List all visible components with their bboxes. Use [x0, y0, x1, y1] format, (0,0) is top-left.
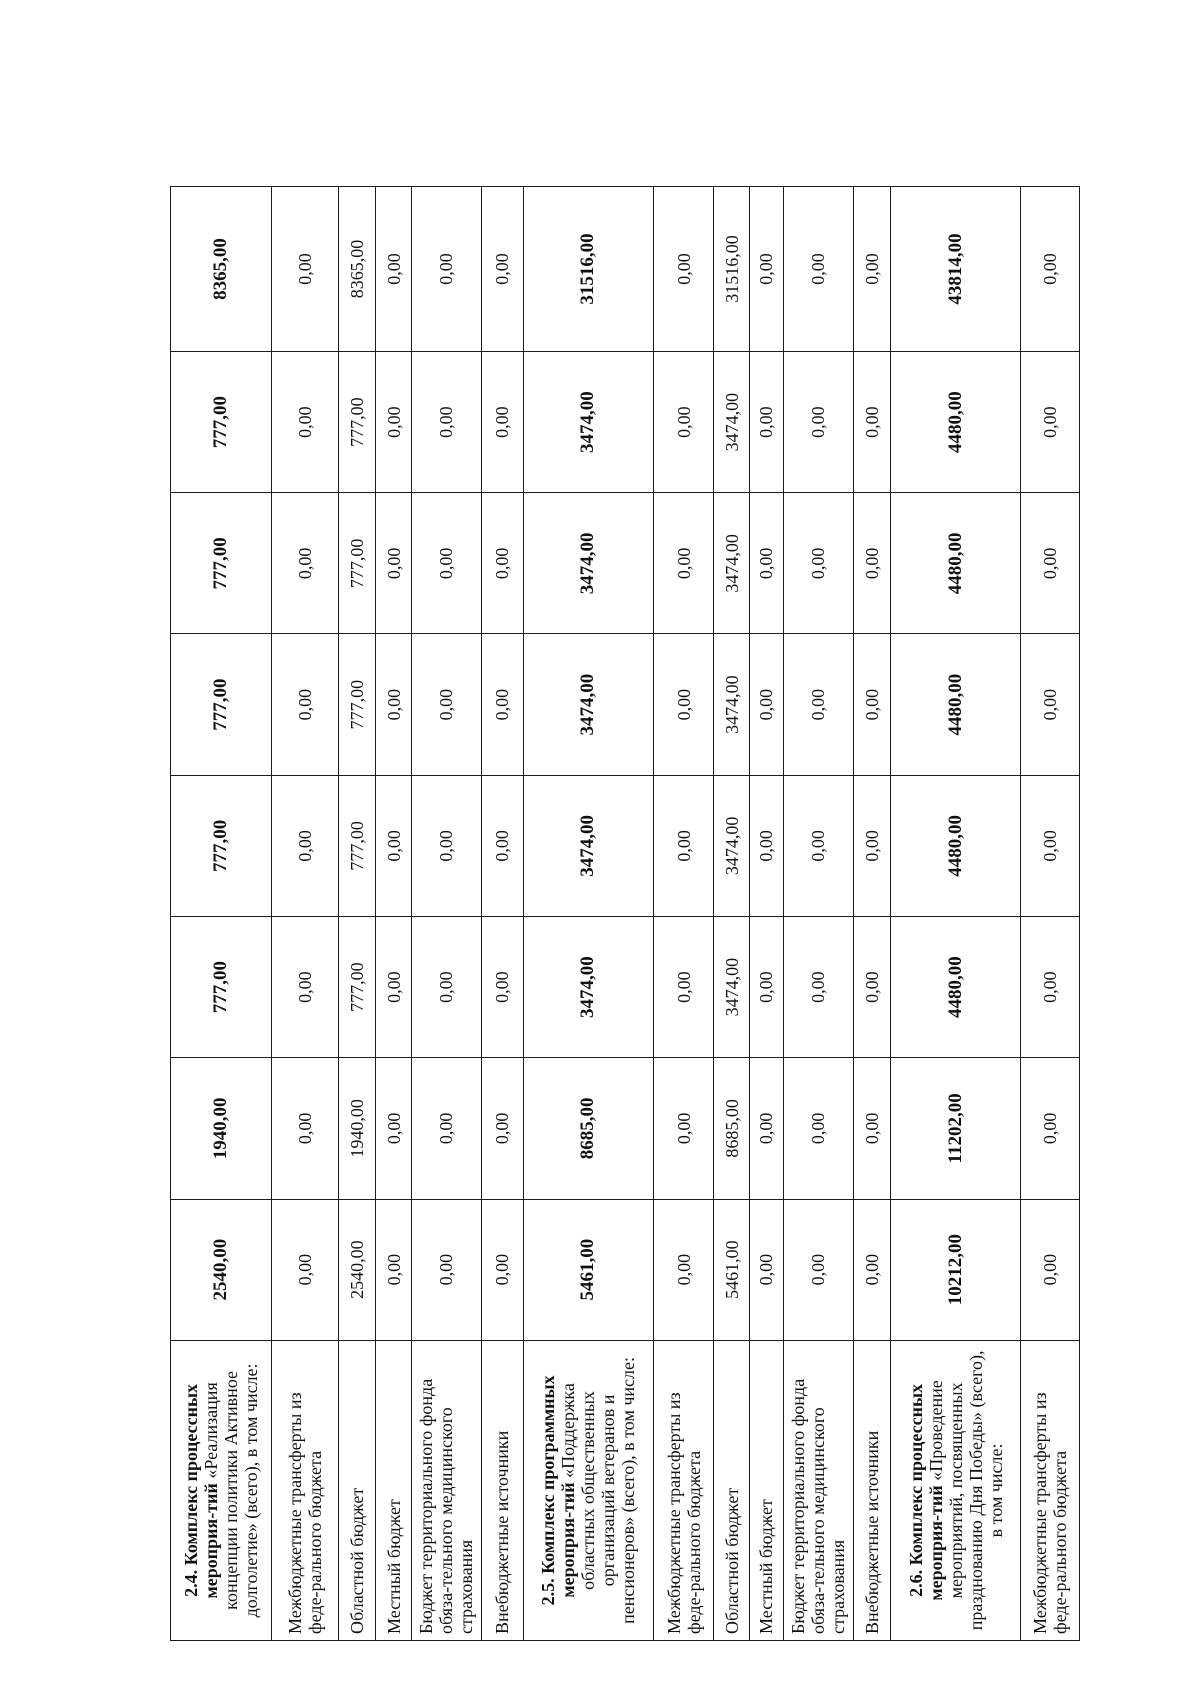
- value-cell: 3474,00: [714, 775, 750, 916]
- value-cell: 0,00: [853, 917, 891, 1058]
- value-cell: 0,00: [376, 775, 412, 916]
- value-cell: 0,00: [750, 1058, 784, 1199]
- value-cell: 0,00: [271, 634, 338, 775]
- value-cell: 0,00: [411, 351, 481, 492]
- total-cell: 777,00: [171, 351, 272, 492]
- table-row-group-2-5-total: [523, 187, 653, 1641]
- value-cell: 0,00: [271, 351, 338, 492]
- value-cell: 0,00: [750, 351, 784, 492]
- value-cell: 0,00: [411, 917, 481, 1058]
- value-cell: 1940,00: [338, 1058, 376, 1199]
- value-cell: 0,00: [853, 493, 891, 634]
- value-cell: 0,00: [271, 1199, 338, 1340]
- value-cell: 0,00: [783, 1199, 853, 1340]
- budget-table: [170, 186, 1080, 1641]
- total-cell: 1940,00: [171, 1058, 272, 1199]
- total-cell: 4480,00: [891, 917, 1021, 1058]
- value-cell: 8365,00: [338, 187, 376, 352]
- value-cell: 0,00: [1021, 493, 1080, 634]
- value-cell: 0,00: [653, 493, 714, 634]
- row-label: Областной бюджет: [338, 1340, 376, 1640]
- total-cell: 777,00: [171, 775, 272, 916]
- rotated-table-wrapper: [170, 186, 1080, 1641]
- value-cell: 3474,00: [714, 493, 750, 634]
- total-cell: 3474,00: [523, 634, 653, 775]
- table-row: [714, 187, 750, 1641]
- total-cell: 777,00: [171, 493, 272, 634]
- group-title-bold: 2.4. Комплекс процессных мероприя-тий: [180, 1384, 221, 1599]
- total-cell: 8685,00: [523, 1058, 653, 1199]
- value-cell: 0,00: [376, 917, 412, 1058]
- table-row: [750, 187, 784, 1641]
- value-cell: 0,00: [853, 1058, 891, 1199]
- value-cell: 0,00: [411, 1058, 481, 1199]
- value-cell: 0,00: [750, 1199, 784, 1340]
- value-cell: 0,00: [653, 351, 714, 492]
- group-title-2-5: [523, 1340, 653, 1640]
- value-cell: 0,00: [271, 1058, 338, 1199]
- table-row: [783, 187, 853, 1641]
- value-cell: 0,00: [481, 917, 523, 1058]
- table-row: [1021, 187, 1080, 1641]
- value-cell: 0,00: [783, 493, 853, 634]
- value-cell: 3474,00: [714, 351, 750, 492]
- value-cell: 0,00: [481, 187, 523, 352]
- value-cell: 0,00: [853, 775, 891, 916]
- row-label: Межбюджетные трансферты из феде-рального бюджета: [653, 1340, 714, 1640]
- value-cell: 0,00: [376, 1058, 412, 1199]
- value-cell: 0,00: [271, 187, 338, 352]
- value-cell: 777,00: [338, 917, 376, 1058]
- row-label: Местный бюджет: [376, 1340, 412, 1640]
- total-cell: 777,00: [171, 917, 272, 1058]
- value-cell: 0,00: [376, 351, 412, 492]
- value-cell: 0,00: [376, 493, 412, 634]
- value-cell: 3474,00: [714, 634, 750, 775]
- value-cell: 0,00: [481, 351, 523, 492]
- table-row: [481, 187, 523, 1641]
- total-cell: 43814,00: [891, 187, 1021, 352]
- group-title-2-4: [171, 1340, 272, 1640]
- total-cell: 5461,00: [523, 1199, 653, 1340]
- group-title-text: «Проведение мероприятий, посвященных празднованию Дня Победы» (всего), в том числе:: [925, 1350, 1006, 1631]
- value-cell: 0,00: [411, 1199, 481, 1340]
- value-cell: 0,00: [750, 634, 784, 775]
- value-cell: 3474,00: [714, 917, 750, 1058]
- value-cell: 0,00: [1021, 187, 1080, 352]
- value-cell: 0,00: [750, 187, 784, 352]
- value-cell: 0,00: [481, 1058, 523, 1199]
- table-row: [338, 187, 376, 1641]
- value-cell: 0,00: [481, 775, 523, 916]
- value-cell: 0,00: [853, 1199, 891, 1340]
- group-title-bold: 2.6. Комплекс процессных мероприя-тий: [905, 1384, 946, 1601]
- value-cell: 0,00: [750, 917, 784, 1058]
- group-title-bold: 2.5. Комплекс программных мероприя-тий: [538, 1375, 579, 1606]
- total-cell: 3474,00: [523, 351, 653, 492]
- value-cell: 0,00: [783, 351, 853, 492]
- value-cell: 0,00: [1021, 775, 1080, 916]
- value-cell: 0,00: [653, 775, 714, 916]
- table-row-group-2-6-total: [891, 187, 1021, 1641]
- total-cell: 31516,00: [523, 187, 653, 352]
- value-cell: 0,00: [1021, 1199, 1080, 1340]
- row-label: Межбюджетные трансферты из феде-рального бюджета: [1021, 1340, 1080, 1640]
- value-cell: 0,00: [783, 634, 853, 775]
- value-cell: 31516,00: [714, 187, 750, 352]
- value-cell: 0,00: [271, 917, 338, 1058]
- total-cell: 10212,00: [891, 1199, 1021, 1340]
- table-row: [411, 187, 481, 1641]
- total-cell: 4480,00: [891, 351, 1021, 492]
- value-cell: 0,00: [376, 1199, 412, 1340]
- value-cell: 2540,00: [338, 1199, 376, 1340]
- total-cell: 3474,00: [523, 775, 653, 916]
- value-cell: 0,00: [653, 917, 714, 1058]
- total-cell: 3474,00: [523, 917, 653, 1058]
- value-cell: 5461,00: [714, 1199, 750, 1340]
- group-title-text: «Поддержка областных общественных организаций ветеранов и пенсионеров» (всего), в том числе:: [558, 1356, 639, 1624]
- total-cell: 777,00: [171, 634, 272, 775]
- value-cell: 0,00: [750, 493, 784, 634]
- value-cell: 0,00: [411, 187, 481, 352]
- value-cell: 0,00: [853, 634, 891, 775]
- total-cell: 3474,00: [523, 493, 653, 634]
- value-cell: 0,00: [411, 493, 481, 634]
- row-label: Областной бюджет: [714, 1340, 750, 1640]
- row-label: Внебюджетные источники: [853, 1340, 891, 1640]
- value-cell: 0,00: [411, 634, 481, 775]
- value-cell: 0,00: [783, 1058, 853, 1199]
- row-label: Бюджет территориального фонда обяза-тельного медицинского страхования: [411, 1340, 481, 1640]
- group-title-2-6: [891, 1340, 1021, 1640]
- value-cell: 0,00: [481, 1199, 523, 1340]
- value-cell: 0,00: [376, 634, 412, 775]
- row-label: Межбюджетные трансферты из феде-рального бюджета: [271, 1340, 338, 1640]
- total-cell: 4480,00: [891, 634, 1021, 775]
- value-cell: 8685,00: [714, 1058, 750, 1199]
- value-cell: 0,00: [653, 187, 714, 352]
- table-row: [271, 187, 338, 1641]
- value-cell: 0,00: [1021, 351, 1080, 492]
- value-cell: 0,00: [783, 187, 853, 352]
- value-cell: 0,00: [1021, 634, 1080, 775]
- row-label: Местный бюджет: [750, 1340, 784, 1640]
- value-cell: 0,00: [271, 493, 338, 634]
- value-cell: 0,00: [750, 775, 784, 916]
- value-cell: 0,00: [653, 634, 714, 775]
- value-cell: 777,00: [338, 634, 376, 775]
- total-cell: 4480,00: [891, 493, 1021, 634]
- value-cell: 0,00: [411, 775, 481, 916]
- total-cell: 4480,00: [891, 775, 1021, 916]
- value-cell: 0,00: [853, 187, 891, 352]
- value-cell: 0,00: [481, 493, 523, 634]
- value-cell: 0,00: [1021, 917, 1080, 1058]
- row-label: Внебюджетные источники: [481, 1340, 523, 1640]
- value-cell: 777,00: [338, 351, 376, 492]
- row-label: Бюджет территориального фонда обяза-тельного медицинского страхования: [783, 1340, 853, 1640]
- value-cell: 0,00: [783, 775, 853, 916]
- table-row: [376, 187, 412, 1641]
- group-title-text: «Реализация концепции политики Активное долголетие» (всего), в том числе:: [200, 1363, 261, 1618]
- total-cell: 11202,00: [891, 1058, 1021, 1199]
- table-row: [653, 187, 714, 1641]
- value-cell: 0,00: [653, 1199, 714, 1340]
- value-cell: 0,00: [481, 634, 523, 775]
- table-row: [853, 187, 891, 1641]
- value-cell: 0,00: [783, 917, 853, 1058]
- table-row-group-2-4-total: [171, 187, 272, 1641]
- total-cell: 2540,00: [171, 1199, 272, 1340]
- value-cell: 0,00: [653, 1058, 714, 1199]
- value-cell: 0,00: [271, 775, 338, 916]
- value-cell: 0,00: [376, 187, 412, 352]
- value-cell: 0,00: [1021, 1058, 1080, 1199]
- value-cell: 777,00: [338, 493, 376, 634]
- value-cell: 777,00: [338, 775, 376, 916]
- value-cell: 0,00: [853, 351, 891, 492]
- total-cell: 8365,00: [171, 187, 272, 352]
